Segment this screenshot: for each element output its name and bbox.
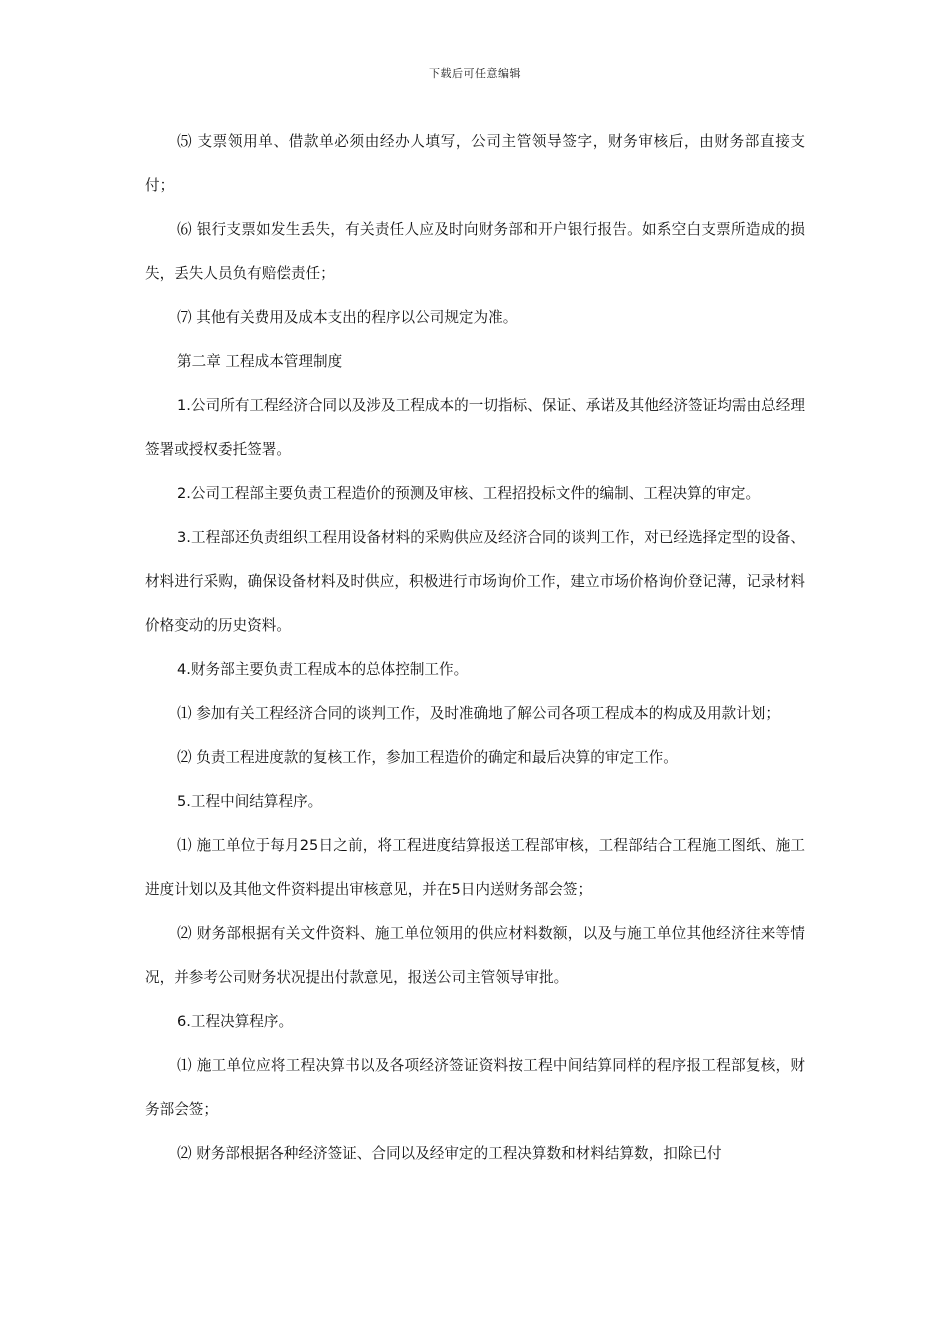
document-body [145, 120, 805, 1176]
chapter-heading: 第二章 工程成本管理制度 [177, 353, 343, 370]
paragraph-1: 1.公司所有工程经济合同以及涉及工程成本的一切指标、保证、承诺及其他经济签证均需由总经理签署或授权委托签署。 [145, 397, 805, 458]
paragraph-2: 2.公司工程部主要负责工程造价的预测及审核、工程招投标文件的编制、工程决算的审定。 [177, 485, 761, 502]
paragraph-item-7: ⑺ 其他有关费用及成本支出的程序以公司规定为准。 [177, 309, 518, 326]
page-header: 下载后可任意编辑 [429, 67, 521, 80]
paragraph-3: 3.工程部还负责组织工程用设备材料的采购供应及经济合同的谈判工作，对已经选择定型的设备、材料进行采购，确保设备材料及时供应，积极进行市场询价工作，建立市场价格询价登记薄，记录材料价格变动的历史资料。 [145, 529, 805, 634]
paragraph-6-item-1: ⑴ 施工单位应将工程决算书以及各项经济签证资料按工程中间结算同样的程序报工程部复核，财务部会签； [145, 1057, 805, 1118]
paragraph-6: 6.工程决算程序。 [177, 1013, 294, 1030]
paragraph-5-item-1: ⑴ 施工单位于每月25日之前，将工程进度结算报送工程部审核，工程部结合工程施工图纸、施工进度计划以及其他文件资料提出审核意见，并在5日内送财务部会签； [145, 837, 805, 898]
paragraph-4: 4.财务部主要负责工程成本的总体控制工作。 [177, 661, 469, 678]
paragraph-4-item-1: ⑴ 参加有关工程经济合同的谈判工作，及时准确地了解公司各项工程成本的构成及用款计划； [177, 705, 780, 722]
paragraph-6-item-2: ⑵ 财务部根据各种经济签证、合同以及经审定的工程决算数和材料结算数，扣除已付 [177, 1145, 722, 1162]
paragraph-5-item-2: ⑵ 财务部根据有关文件资料、施工单位领用的供应材料数额，以及与施工单位其他经济往来等情况，并参考公司财务状况提出付款意见，报送公司主管领导审批。 [145, 925, 805, 986]
paragraph-item-6: ⑹ 银行支票如发生丢失，有关责任人应及时向财务部和开户银行报告。如系空白支票所造成的损失，丢失人员负有赔偿责任； [145, 221, 805, 282]
paragraph-4-item-2: ⑵ 负责工程进度款的复核工作，参加工程造价的确定和最后决算的审定工作。 [177, 749, 678, 766]
paragraph-item-5: ⑸ 支票领用单、借款单必须由经办人填写，公司主管领导签字，财务审核后，由财务部直接支付； [145, 133, 805, 194]
paragraph-5: 5.工程中间结算程序。 [177, 793, 323, 810]
